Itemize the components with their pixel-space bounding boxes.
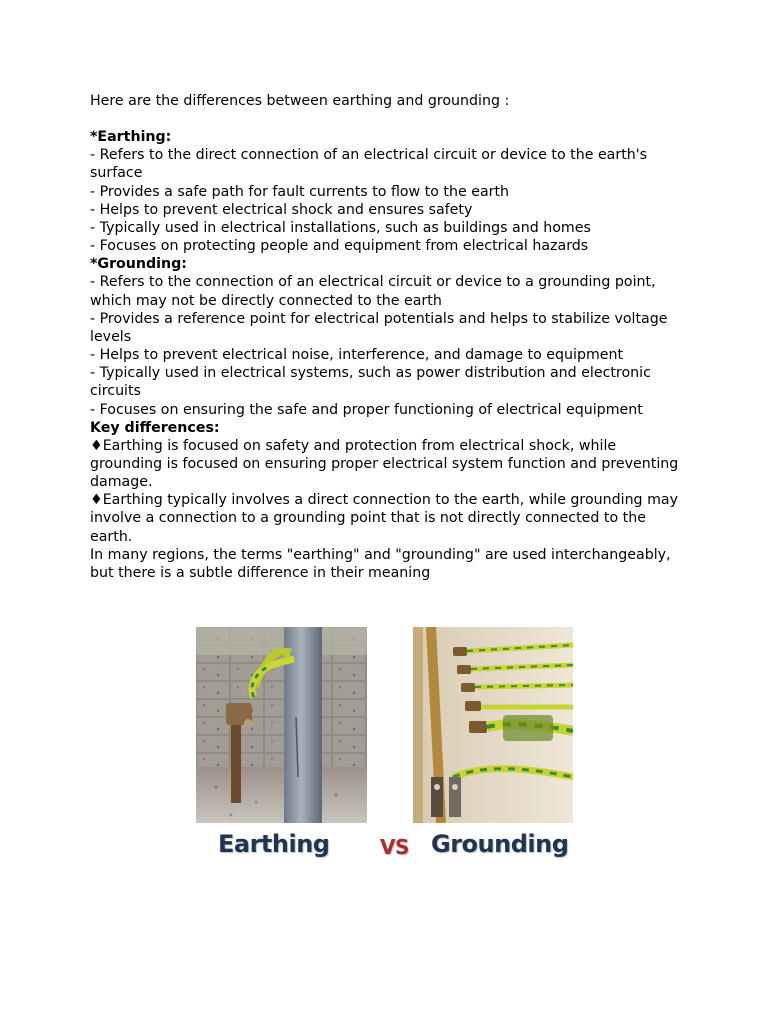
key-difference-point: ♦Earthing is focused on safety and protection from electrical shock, while grounding is focused on ensuring proper electrical system function and preventing damage. [90,437,679,491]
earthing-point: - Typically used in electrical installations, such as buildings and homes [90,219,591,236]
earthing-point: - Provides a safe path for fault currents to flow to the earth [90,183,510,200]
earthing-point: - Focuses on protecting people and equipment from electrical hazards [90,238,589,255]
paragraph-gap [90,110,690,128]
grounding-point: - Helps to prevent electrical noise, interference, and damage to equipment [90,347,624,364]
closing-text: In many regions, the terms "earthing" and "grounding" are used interchangeably, but there is a subtle difference in their meaning [90,546,671,581]
grounding-point: - Focuses on ensuring the safe and proper functioning of electrical equipment [90,401,643,418]
grounding-photo [413,627,573,823]
grounding-point: - Typically used in electrical systems, such as power distribution and electronic circuits [90,365,651,400]
key-differences-heading: Key differences: [90,419,220,436]
earthing-point: - Helps to prevent electrical shock and ensures safety [90,201,473,218]
grounding-caption: Grounding [431,830,569,858]
vs-caption: VS [380,835,409,859]
earthing-caption: Earthing [218,830,330,858]
grounding-point: - Provides a reference point for electrical potentials and helps to stabilize voltage levels [90,310,668,345]
intro-text: Here are the differences between earthing and grounding : [90,93,510,109]
earthing-photo [196,627,367,823]
grounding-point: - Refers to the connection of an electrical circuit or device to a grounding point, which may not be directly connected to the earth [90,274,656,309]
earthing-vs-grounding-figure [196,627,576,867]
grounding-heading: *Grounding: [90,256,187,273]
document-text [90,92,690,582]
earthing-point: - Refers to the direct connection of an electrical circuit or device to the earth's surface [90,147,648,182]
earthing-heading: *Earthing: [90,129,172,146]
key-difference-point: ♦Earthing typically involves a direct connection to the earth, while grounding may involve a connection to a grounding point that is not directly connected to the earth. [90,492,678,545]
